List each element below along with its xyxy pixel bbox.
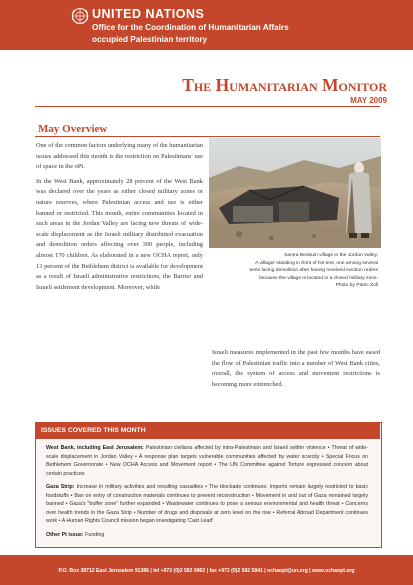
caption-line: Samra Bedouin village in the Jordan Valley. <box>284 253 378 258</box>
publication-title: The Humanitarian Monitor <box>182 75 387 95</box>
cover-photo <box>209 138 381 248</box>
issues-other-label: Other Pt issue: <box>46 531 84 538</box>
issue-date: MAY 2009 <box>350 96 387 105</box>
issues-other-text: Funding <box>85 531 105 538</box>
photo-caption <box>200 252 378 290</box>
section-divider <box>35 136 380 137</box>
issues-west-bank <box>46 444 368 478</box>
caption-line: A villager standing in front of his tent, one among several <box>255 260 378 266</box>
un-emblem-icon <box>70 6 90 26</box>
body-right-column: Israeli measures implemented in the past few months have eased the flow of Palestinian traffic into a number of West Bank cities, overall, the system of access and movement restrictions is becoming more entrenched. <box>212 349 380 388</box>
issues-west-bank-label: West Bank, including East Jerusalem: <box>46 445 144 451</box>
issues-other <box>46 531 368 540</box>
organization-name: UNITED NATIONS <box>92 7 205 21</box>
issues-gaza-label: Gaza Strip: <box>46 484 75 490</box>
body-left-column <box>36 141 203 297</box>
issues-west-bank-text: Palestinian civilians affected by intra-Palestinian and Israeli settler violence • Threat of wide-scale displacement in Jordan Valley • A response plan targets vulnerable communities affected by water scarcity • Special Focus on Bethlehem Governorate • New OCHA Access and Movement report • The UN Committee against Torture expressed concern about certain practices <box>46 445 368 477</box>
title-divider <box>35 106 380 107</box>
territory-name: occupied Palestinian territory <box>92 35 208 44</box>
caption-line: because the village is located in a closed military zone. <box>259 275 378 281</box>
body-paragraph: In the West Bank, approximately 28 percent of the West Bank was declared over the years as either closed military zones or nature reserves, where Palestinian access and use is either banned or restricted. This month, entire communities located in such areas in the Jordan Valley are facing new threats of wide-scale displacement as the Israeli military distributed evacuation and demolition orders affecting over 300 people, including almost 170 children. As elaborated in a new OCHA report, only 13 percent of the Bethlehem district is available for development as a result of Israeli administrative restrictions, the Barrier and Israeli settlement development. Moreover, while <box>36 177 203 291</box>
bedouin-village-photo <box>209 138 381 248</box>
issues-header: ISSUES COVERED THIS MONTH <box>41 427 146 434</box>
section-title: May Overview <box>38 123 108 135</box>
issues-gaza-text: Increase in military activities and resulting casualties • The blockade continues: Imports remain largely restricted to basic foodstuffs • Ban on entry of construction materials continues to prevent reconstruction • Movement in and out of Gaza remained largely banned • Gaza's "buffer zone" further expanded • Wastewater continues to pose a serious environmental and health threat • Concerns over health trends in the Gaza Strip • Number of drugs and disposals at zero level on the rise • Referral Abroad Department continues work • A Human Rights Council mission began investigating 'Cast Lead' <box>46 484 368 524</box>
photo-credit: Photo by Patric Zoll <box>335 283 378 289</box>
issues-gaza <box>46 483 368 526</box>
office-name: Office for the Coordination of Humanitarian Affairs <box>92 23 289 32</box>
body-paragraph: One of the common factors underlying many of the humanitarian issues addressed this month is the restriction on Palestinians' use of space in the oPt. <box>36 142 203 171</box>
issues-list <box>46 444 368 544</box>
caption-line: tents facing demolition after having received eviction orders <box>249 268 378 274</box>
footer-contact: P.O. Box 38712 East Jerusalem 91386 | tel +972 (0)2 582 9962 | fax +972 (0)2 582 5841 | ochaopt@un.org | www.ochaopt.org <box>58 568 355 574</box>
